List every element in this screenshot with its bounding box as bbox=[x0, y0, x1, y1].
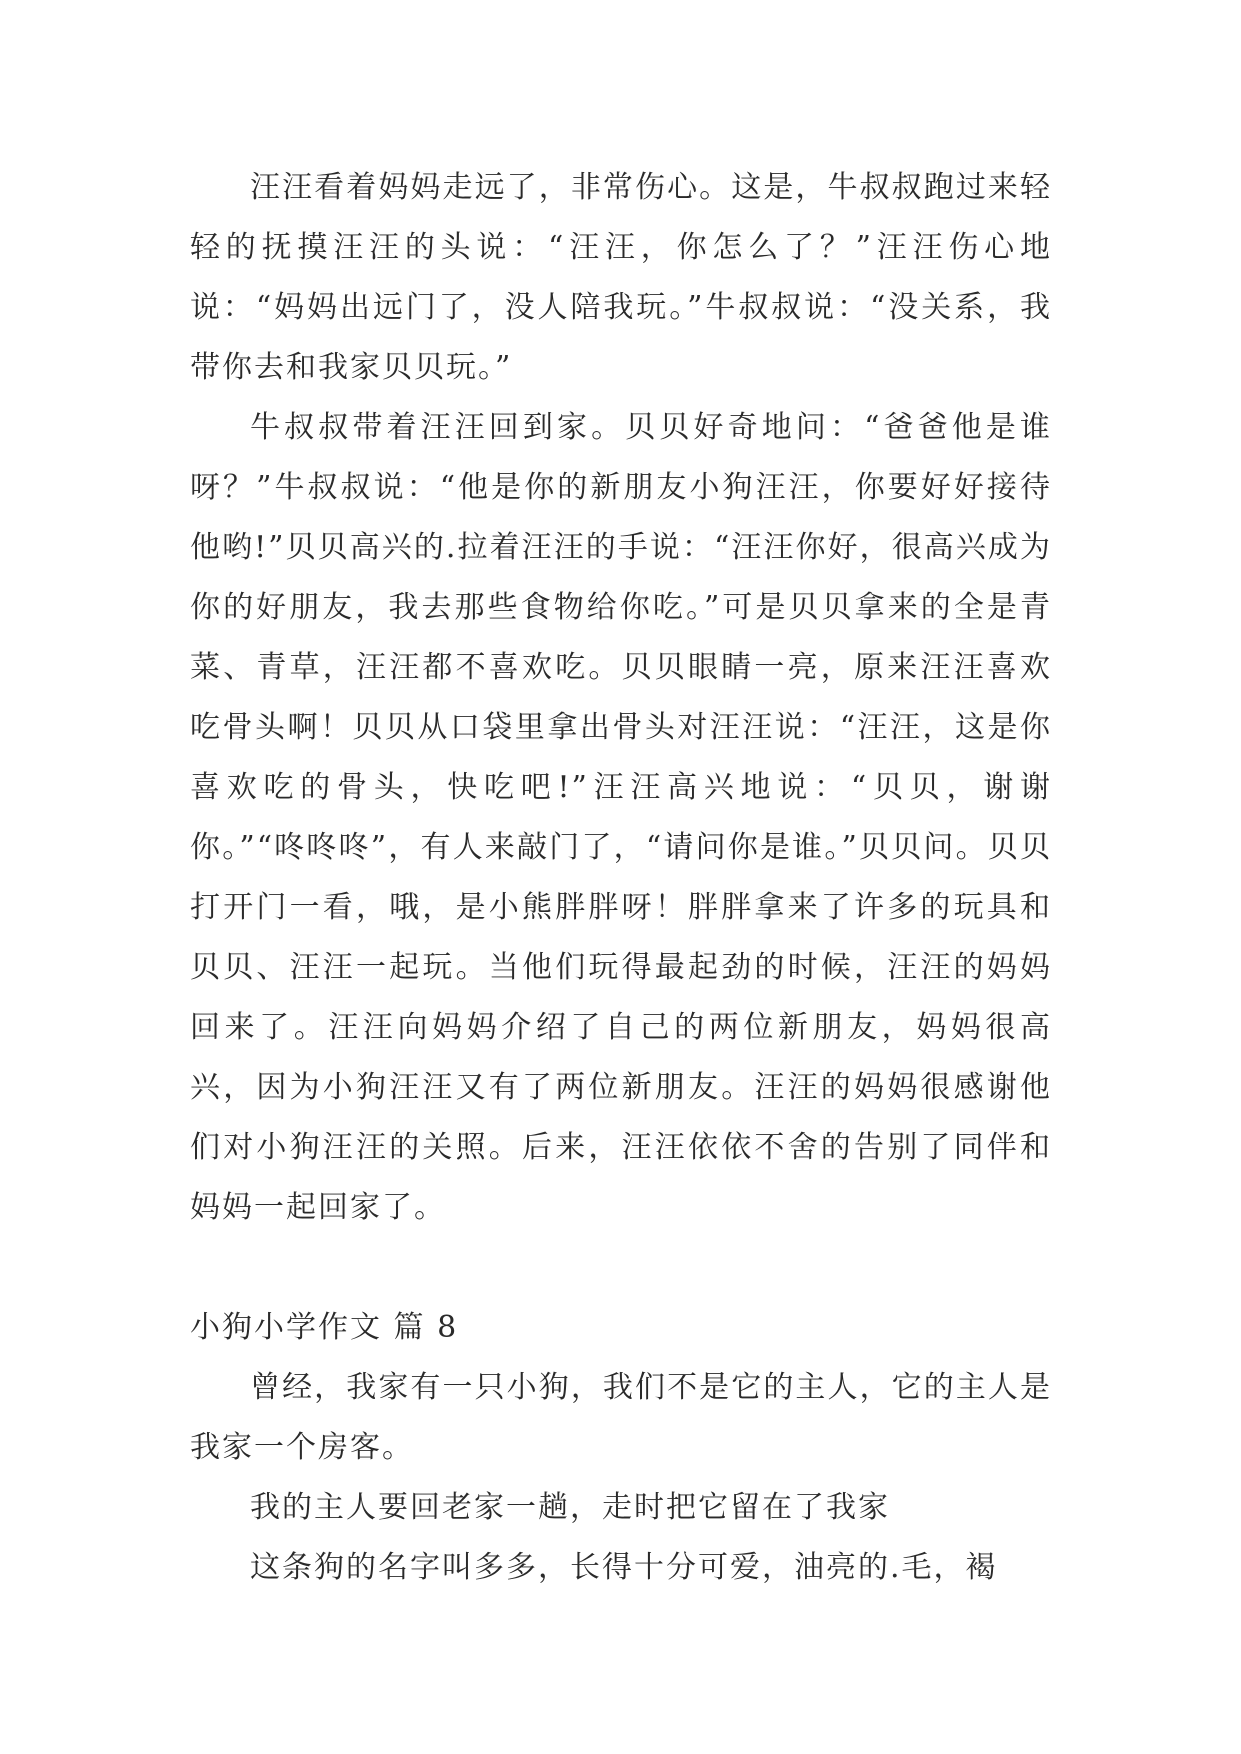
section-gap bbox=[190, 1238, 1052, 1298]
paragraph-1: 汪汪看着妈妈走远了，非常伤心。这是，牛叔叔跑过来轻轻的抚摸汪汪的头说：“汪汪，你怎么了？”汪汪伤心地说：“妈妈出远门了，没人陪我玩。”牛叔叔说：“没关系，我带你去和我家贝贝玩。” bbox=[190, 170, 1052, 385]
paragraph-5: 这条狗的名字叫多多，长得十分可爱，油亮的.毛，褐 bbox=[250, 1550, 998, 1585]
section-heading: 小狗小学作文 篇 8 bbox=[190, 1310, 459, 1345]
document-page bbox=[190, 158, 1052, 1598]
paragraph-3: 曾经，我家有一只小狗，我们不是它的主人，它的主人是我家一个房客。 bbox=[190, 1370, 1052, 1465]
paragraph-2: 牛叔叔带着汪汪回到家。贝贝好奇地问：“爸爸他是谁呀？”牛叔叔说：“他是你的新朋友小狗汪汪，你要好好接待他哟!”贝贝高兴的.拉着汪汪的手说：“汪汪你好，很高兴成为你的好朋友，我去那些食物给你吃。”可是贝贝拿来的全是青菜、青草，汪汪都不喜欢吃。贝贝眼睛一亮，原来汪汪喜欢吃骨头啊！贝贝从口袋里拿出骨头对汪汪说：“汪汪，这是你喜欢吃的骨头，快吃吧!”汪汪高兴地说：“贝贝，谢谢你。”“咚咚咚”，有人来敲门了，“请问你是谁。”贝贝问。贝贝打开门一看，哦，是小熊胖胖呀！胖胖拿来了许多的玩具和贝贝、汪汪一起玩。当他们玩得最起劲的时候，汪汪的妈妈回来了。汪汪向妈妈介绍了自己的两位新朋友，妈妈很高兴，因为小狗汪汪又有了两位新朋友。汪汪的妈妈很感谢他们对小狗汪汪的关照。后来，汪汪依依不舍的告别了同伴和妈妈一起回家了。 bbox=[190, 410, 1052, 1225]
paragraph-4: 我的主人要回老家一趟，走时把它留在了我家 bbox=[250, 1490, 890, 1525]
